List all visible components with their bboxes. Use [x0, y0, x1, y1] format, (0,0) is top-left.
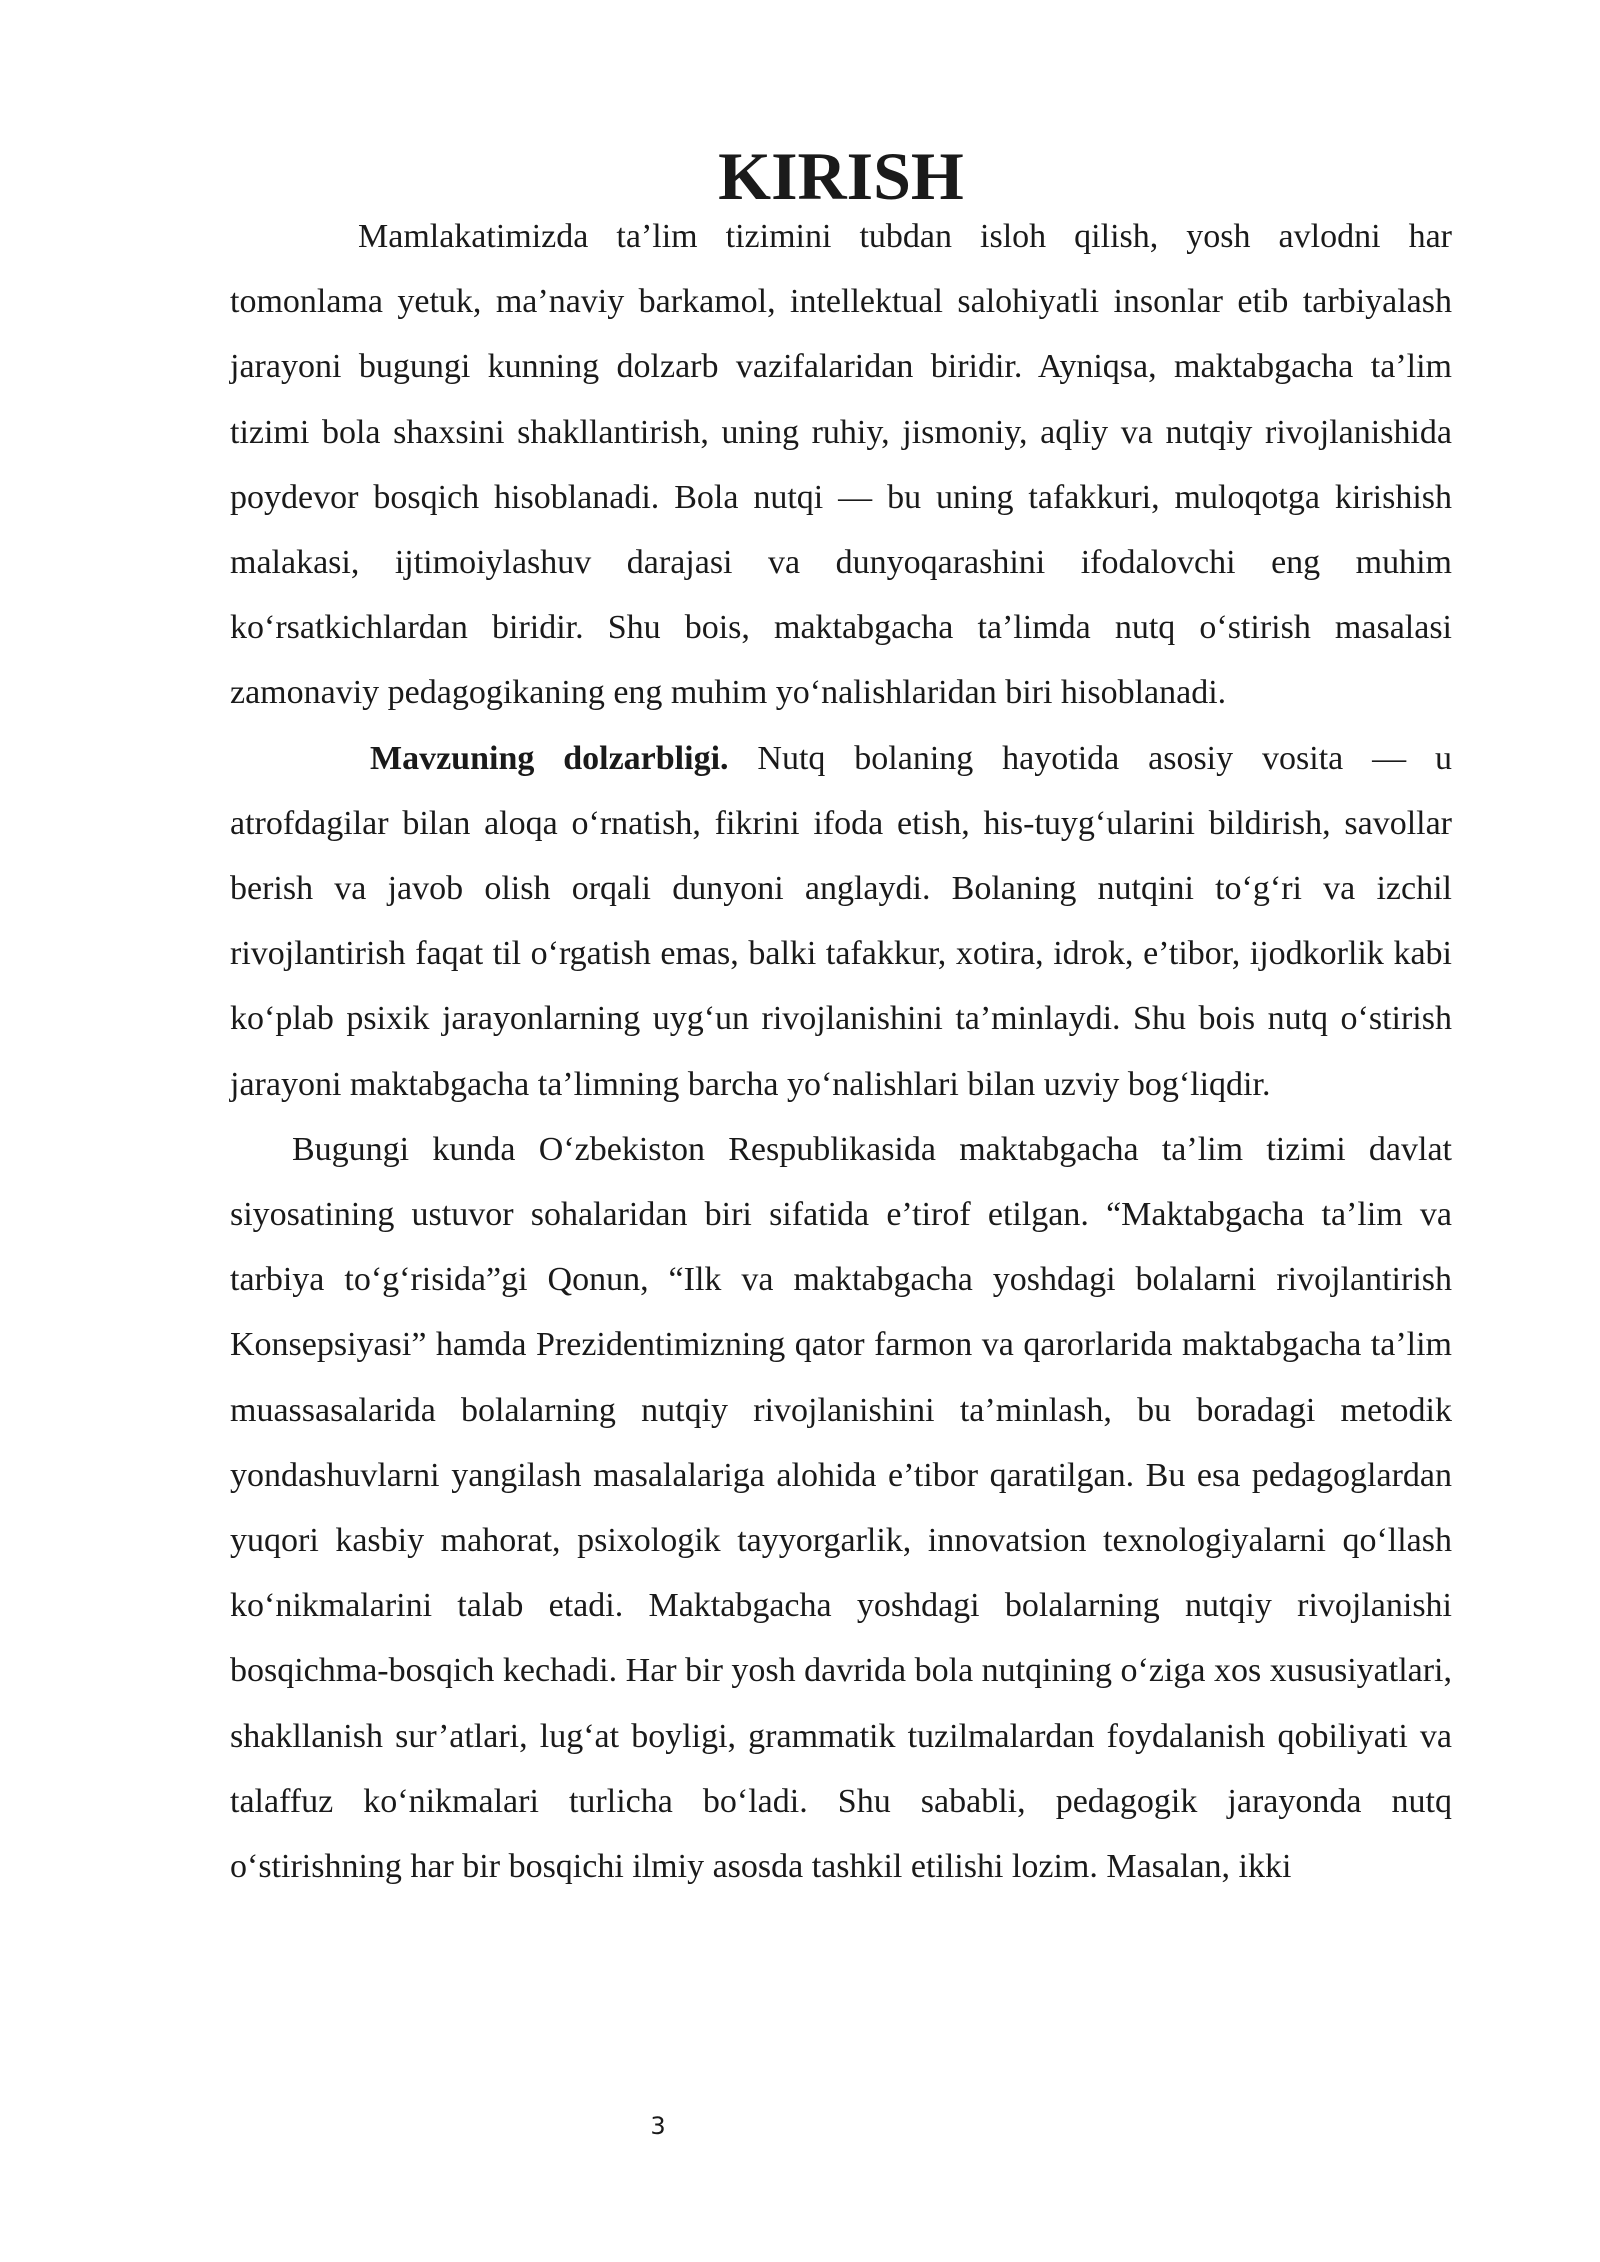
paragraph-lead-heading: Mavzuning dolzarbligi.: [370, 739, 729, 777]
document-body: [230, 138, 1452, 1899]
page-number: 3: [650, 2112, 666, 2140]
section-title: KIRISH: [718, 138, 964, 214]
paragraph-text: Bugungi kunda O‘zbekiston Respublikasida maktabgacha ta’lim tizimi davlat siyosatining ustuvor sohalaridan biri sifatida e’tirof etilgan. “Maktabgacha ta’lim va tarbiya to‘g‘risida”gi Qonun, “Ilk va maktabgacha yoshdagi bolalarni rivojlantirish Konsepsiyasi” hamda Prezidentimizning qator farmon va qarorlarida maktabgacha ta’lim muassasalarida bolalarning nutqiy rivojlanishini ta’minlash, bu boradagi metodik yondashuvlarni yangilash masalalariga alohida e’tibor qaratilgan. Bu esa pedagoglardan yuqori kasbiy mahorat, psixologik tayyorgarlik, innovatsion texnologiyalarni qo‘llash ko‘nikmalarini talab etadi. Maktabgacha yoshdagi bolalarning nutqiy rivojlanishi bosqichma-bosqich kechadi. Har bir yosh davrida bola nutqining o‘ziga xos xususiyatlari, shakllanish sur’atlari, lug‘at boyligi, grammatik tuzilmalardan foydalanish qobiliyati va talaffuz ko‘nikmalari turlicha bo‘ladi. Shu sababli, pedagogik jarayonda nutq o‘stirishning har bir bosqichi ilmiy asosda tashkil etilishi lozim. Masalan, ikki: [230, 1130, 1452, 1886]
paragraph-text: Nutq bolaning hayotida asosiy vosita — u atrofdagilar bilan aloqa o‘rnatish, fikrini ifoda etish, his-tuyg‘ularini bildirish, savollar berish va javob olish orqali dunyoni anglaydi. Bolaning nutqini to‘g‘ri va izchil rivojlantirish faqat til o‘rgatish emas, balki tafakkur, xotira, idrok, e’tibor, ijodkorlik kabi ko‘plab psixik jarayonlarning uyg‘un rivojlanishini ta’minlaydi. Shu bois nutq o‘stirish jarayoni maktabgacha ta’limning barcha yo‘nalishlari bilan uzviy bog‘liqdir.: [230, 739, 1452, 1103]
paragraph-state-policy: [230, 1117, 1452, 1899]
paragraph-text: Mamlakatimizda ta’lim tizimini tubdan isloh qilish, yosh avlodni har tomonlama yetuk, ma’naviy barkamol, intellektual salohiyatli insonlar etib tarbiyalash jarayoni bugungi kunning dolzarb vazifalaridan biridir. Ayniqsa, maktabgacha ta’lim tizimi bola shaxsini shakllantirish, uning ruhiy, jismoniy, aqliy va nutqiy rivojlanishida poydevor bosqich hisoblanadi. Bola nutqi — bu uning tafakkuri, muloqotga kirishish malakasi, ijtimoiylashuv darajasi va dunyoqarashini ifodalovchi eng muhim ko‘rsatkichlardan biridir. Shu bois, maktabgacha ta’limda nutq o‘stirish masalasi zamonaviy pedagogikaning eng muhim yo‘nalishlaridan biri hisoblanadi.: [230, 218, 1452, 712]
paragraph-relevance: [230, 726, 1452, 1117]
paragraph-introduction: [230, 204, 1452, 726]
